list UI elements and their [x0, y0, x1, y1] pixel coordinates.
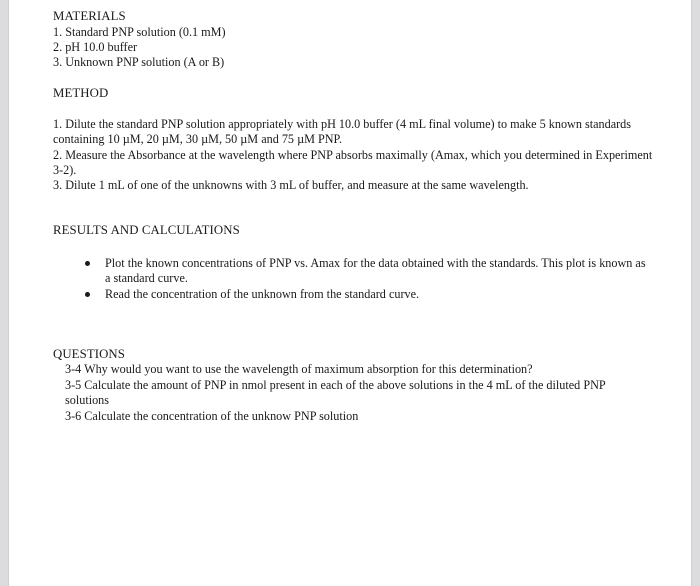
results-heading: RESULTS AND CALCULATIONS: [53, 223, 240, 237]
method-heading: METHOD: [53, 86, 109, 100]
question-item: 3-6 Calculate the concentration of the unknow PNP solution: [65, 409, 359, 423]
document-page: [8, 0, 692, 586]
method-step: 1. Dilute the standard PNP solution appropriately with pH 10.0 buffer (4 mL final volume) to make 5 known standards containing 10 µM, 20 µM, 30 µM, 50 µM and 75 µM PNP.: [53, 117, 632, 146]
bullet-dot-icon: [85, 261, 90, 266]
method-step: 2. Measure the Absorbance at the wavelength where PNP absorbs maximally (Amax, which you determined in Experiment 3-2).: [53, 148, 653, 177]
bullet-dot-icon: [85, 292, 90, 297]
question-item: 3-5 Calculate the amount of PNP in nmol present in each of the above solutions in the 4 mL of the diluted PNP solutions: [65, 378, 606, 407]
results-bullet-text: Plot the known concentrations of PNP vs. Amax for the data obtained with the standards. This plot is known as a standard curve.: [105, 256, 646, 285]
materials-item: 3. Unknown PNP solution (A or B): [53, 55, 225, 69]
results-bullet-text: Read the concentration of the unknown from the standard curve.: [105, 287, 420, 301]
question-item: 3-4 Why would you want to use the wavelength of maximum absorption for this determination?: [65, 362, 533, 376]
materials-heading: MATERIALS: [53, 9, 126, 23]
method-step: 3. Dilute 1 mL of one of the unknowns with 3 mL of buffer, and measure at the same wavelength.: [53, 178, 529, 192]
questions-heading: QUESTIONS: [53, 347, 125, 361]
materials-item: 1. Standard PNP solution (0.1 mM): [53, 25, 226, 39]
materials-item: 2. pH 10.0 buffer: [53, 40, 138, 54]
